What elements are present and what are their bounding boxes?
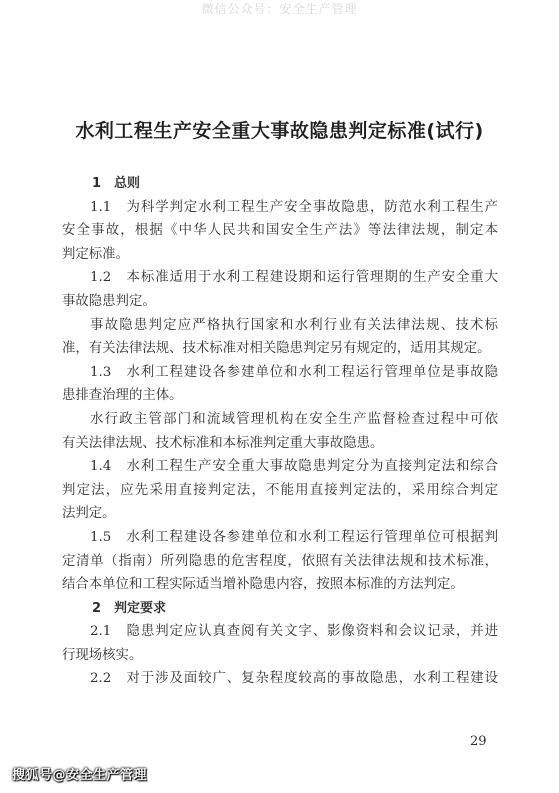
page-title: 水利工程生产安全重大事故隐患判定标准(试行) bbox=[75, 120, 484, 142]
text-line: 准，有关法律法规、技术标准对相关隐患判定另有规定的，适用其规定。 bbox=[62, 341, 491, 357]
text-line: 1.4 水利工程生产安全重大事故隐患判定分为直接判定法和综合 bbox=[90, 459, 498, 475]
text-line: 事故隐患判定。 bbox=[62, 293, 156, 309]
watermark-bottom: 搜狐号@安全生产管理 bbox=[12, 768, 148, 783]
text-line: 1.3 水利工程建设各参建单位和水利工程运行管理单位是事故隐 bbox=[90, 364, 498, 380]
text-line: 2.2 对于涉及面较广、复杂程度较高的事故隐患，水利工程建设 bbox=[90, 671, 498, 687]
text-line: 法判定。 bbox=[62, 506, 116, 522]
page-number: 29 bbox=[470, 734, 487, 749]
text-line: 2.1 隐患判定应认真查阅有关文字、影像资料和会议记录，并进 bbox=[90, 624, 498, 640]
text-line: 水行政主管部门和流域管理机构在安全生产监督检查过程中可依 bbox=[90, 411, 498, 427]
text-line: 行现场核实。 bbox=[62, 647, 143, 663]
text-line: 患排查治理的主体。 bbox=[62, 388, 183, 404]
watermark-top: 微信公众号：安全生产管理 bbox=[201, 2, 358, 16]
text-line: 安全事故，根据《中华人民共和国安全生产法》等法律法规，制定本 bbox=[62, 223, 498, 239]
section-heading: 2 判定要求 bbox=[92, 600, 167, 616]
text-line: 定清单（指南）所列隐患的危害程度，依照有关法律法规和技术标准， bbox=[62, 553, 498, 569]
text-line: 结合本单位和工程实际适当增补隐患内容，按照本标准的方法判定。 bbox=[62, 577, 464, 593]
document-body bbox=[62, 172, 498, 691]
text-line: 有关法律法规、技术标准和本标准判定重大事故隐患。 bbox=[62, 435, 384, 451]
section-heading: 1 总则 bbox=[92, 176, 141, 191]
text-line: 1.1 为科学判定水利工程生产安全事故隐患，防范水利工程生产 bbox=[90, 199, 498, 215]
text-line: 1.5 水利工程建设各参建单位和水利工程运行管理单位可根据判 bbox=[90, 529, 498, 545]
text-line: 判定标准。 bbox=[62, 246, 129, 262]
text-line: 判定法，应先采用直接判定法，不能用直接判定法的，采用综合判定 bbox=[62, 482, 498, 498]
text-line: 1.2 本标准适用于水利工程建设期和运行管理期的生产安全重大 bbox=[90, 270, 498, 286]
text-line: 事故隐患判定应严格执行国家和水利行业有关法律法规、技术标 bbox=[90, 317, 498, 333]
